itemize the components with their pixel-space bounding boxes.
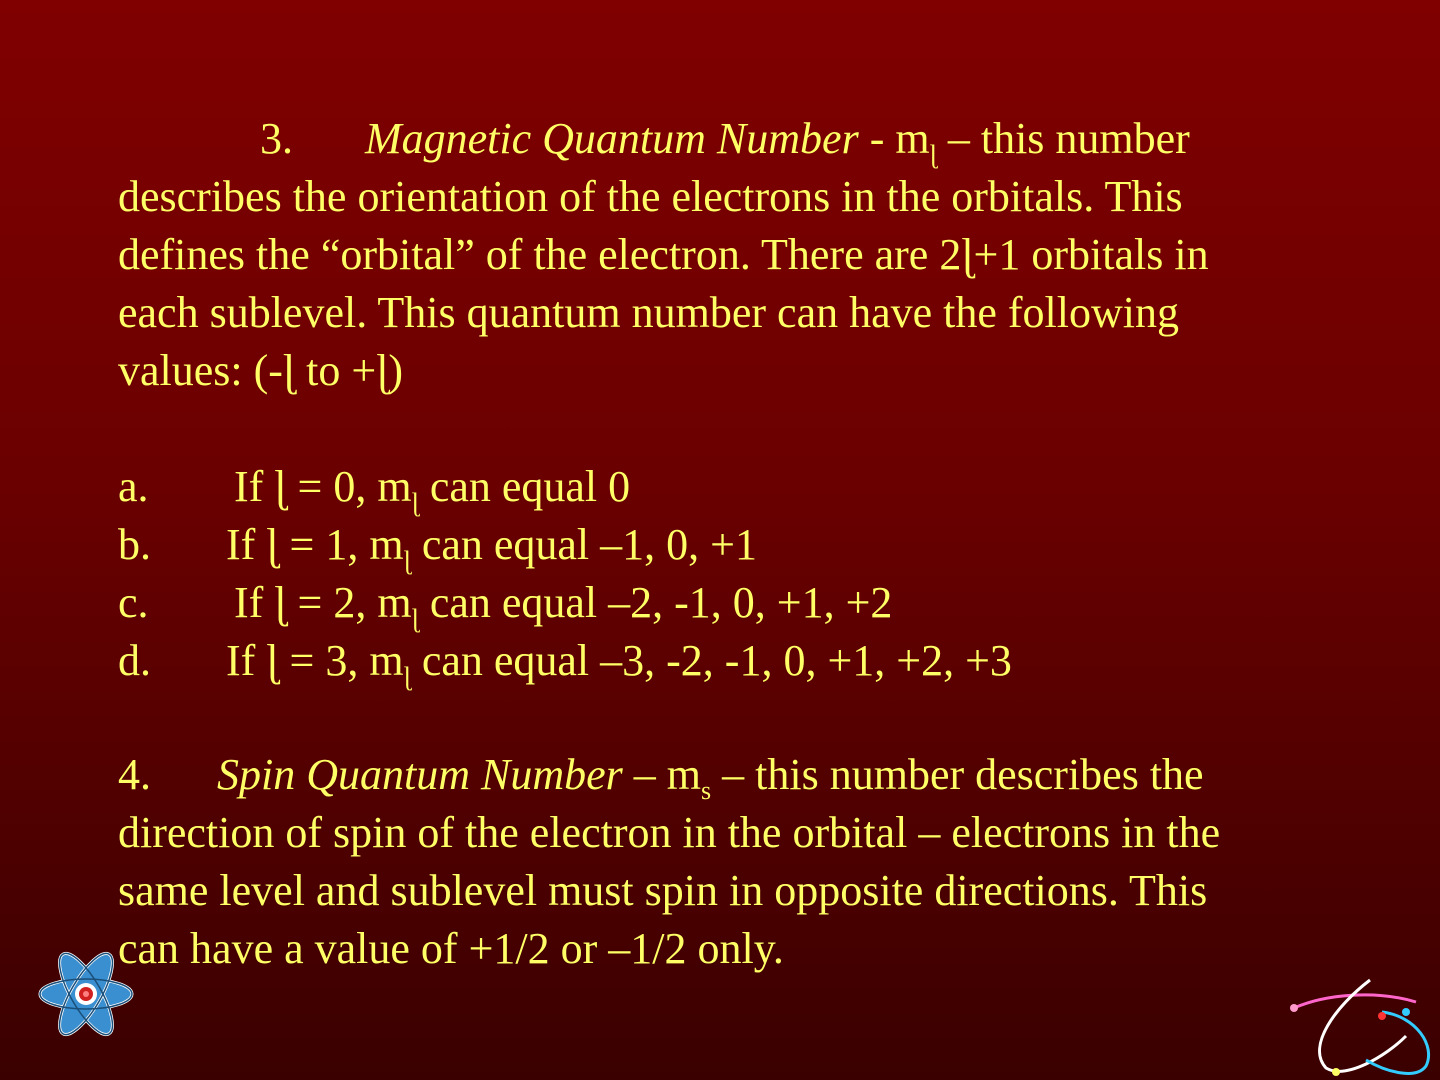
section3-title: Magnetic Quantum Number — [365, 114, 859, 163]
list-item-pre: If ɭ = 0, m — [234, 462, 412, 511]
section3-subscript: ɭ — [929, 140, 937, 169]
list-item-sub: ɭ — [411, 488, 419, 517]
section3-dash: - m — [858, 114, 930, 163]
section4-title: Spin Quantum Number — [217, 750, 623, 799]
section4-line: direction of spin of the electron in the orbital – electrons in the — [118, 808, 1221, 857]
section3-number: 3. — [260, 114, 293, 163]
list-item-letter: d. — [118, 636, 151, 685]
list-item-pre: If ɭ = 3, m — [226, 636, 404, 685]
section4-line: same level and sublevel must spin in opposite directions. This — [118, 866, 1208, 915]
list-item-sub: ɭ — [403, 546, 411, 575]
list-item-pre: If ɭ = 1, m — [226, 520, 404, 569]
list-item-letter: a. — [118, 462, 149, 511]
section4-dash: – m — [622, 750, 702, 799]
list-item-post: can equal 0 — [418, 462, 631, 511]
section4-number: 4. — [118, 750, 151, 799]
list-item-letter: c. — [118, 578, 149, 627]
list-item-post: can equal –2, -1, 0, +1, +2 — [418, 578, 893, 627]
list-item-post: can equal –1, 0, +1 — [410, 520, 757, 569]
orbit-icon — [1286, 976, 1436, 1080]
list-item-letter: b. — [118, 520, 151, 569]
list-item-sub: ɭ — [403, 662, 411, 691]
list-item-post: can equal –3, -2, -1, 0, +1, +2, +3 — [410, 636, 1012, 685]
list-item-text — [226, 632, 1012, 706]
atom-icon — [36, 944, 136, 1044]
section3-line: describes the orientation of the electrons in the orbitals. This — [118, 172, 1183, 221]
section3-line: values: (-ɭ to +ɭ) — [118, 346, 404, 395]
section3-line: defines the “orbital” of the electron. There are 2ɭ+1 orbitals in — [118, 230, 1209, 279]
section4-line: can have a value of +1/2 or –1/2 only. — [118, 924, 784, 973]
section3-line: each sublevel. This quantum number can have the following — [118, 288, 1180, 337]
section4-subscript: s — [701, 776, 712, 805]
section4-intro-rest: – this number describes the — [711, 750, 1204, 799]
section3-intro-rest: – this number — [936, 114, 1190, 163]
list-item-pre: If ɭ = 2, m — [234, 578, 412, 627]
list-item-sub: ɭ — [411, 604, 419, 633]
